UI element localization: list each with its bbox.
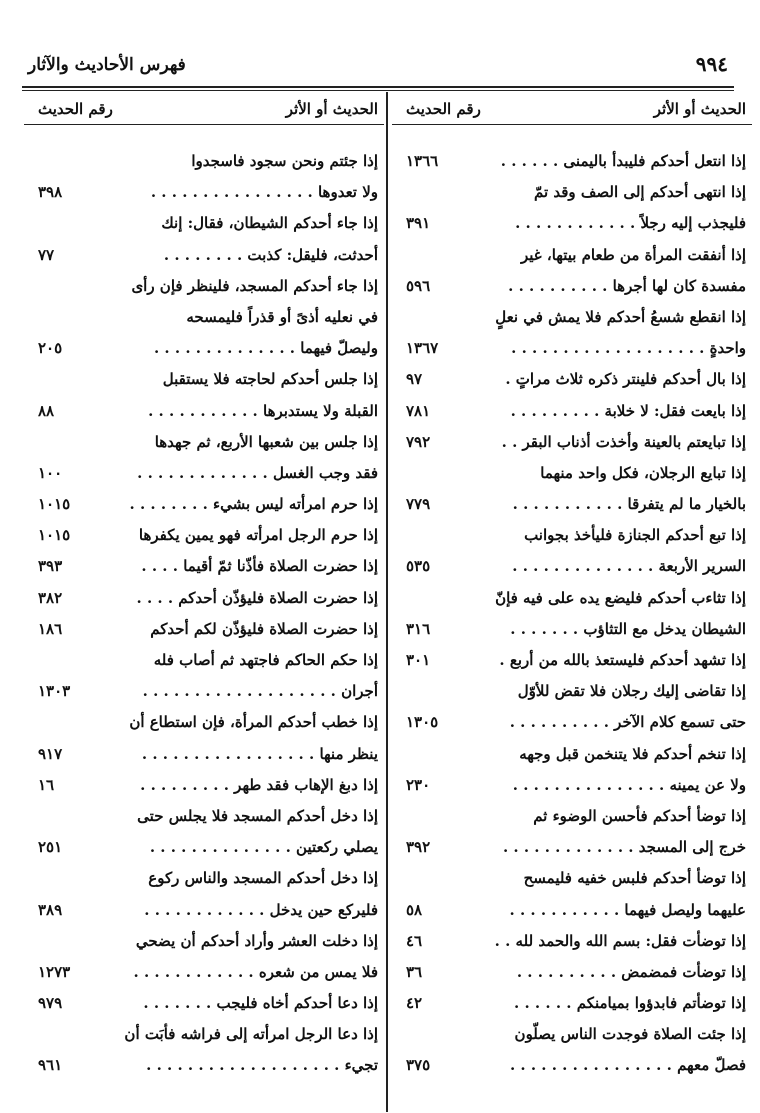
entry-text: إذا تثاءب أحدكم فليضع يده على فيه فإنّ xyxy=(495,588,746,607)
left-column xyxy=(24,92,384,1075)
entry-number: ١٨٦ xyxy=(38,619,63,638)
hadith-column-label: الحديث أو الأثر xyxy=(285,100,378,118)
right-column xyxy=(392,92,752,1075)
entry-number: ٣٩٢ xyxy=(406,838,431,857)
entry-number: ٩٧ xyxy=(406,370,423,389)
entry-text: فصلّ معهم . . . . . . . . . . . . . . . . xyxy=(509,1056,746,1075)
entry-text: إذا حضرت الصلاة فأذّنا ثمّ أقيما . . . . xyxy=(141,557,378,576)
index-entry xyxy=(24,990,384,1021)
entry-text: إذا دخلت العشر وأراد أحدكم أن يضحي xyxy=(135,931,378,950)
index-entry xyxy=(392,959,752,990)
entry-number: ٧٩٢ xyxy=(406,432,431,451)
entry-number: ٧٨١ xyxy=(406,401,431,420)
index-entry xyxy=(24,865,384,896)
index-entry xyxy=(24,179,384,210)
index-entry xyxy=(392,678,752,709)
entry-text: إذا تبايع الرجلان، فكل واحد منهما xyxy=(540,463,746,482)
entry-text: إذا توضأت فمضمض . . . . . . . . . . xyxy=(516,962,746,981)
entry-text: أجران . . . . . . . . . . . . . . . . . . . xyxy=(142,682,378,701)
page-number: ٩٩٤ xyxy=(695,52,728,76)
running-header-title: فهرس الأحاديث والآثار xyxy=(28,55,186,75)
entry-text: يصلي ركعتين . . . . . . . . . . . . . . xyxy=(149,838,378,857)
index-entry xyxy=(392,398,752,429)
entry-text: إذا دعا أحدكم أخاه فليجب . . . . . . . xyxy=(143,994,378,1013)
index-entry xyxy=(392,865,752,896)
entry-text: إذا جاء أحدكم المسجد، فلينظر فإن رأى xyxy=(131,276,378,295)
entry-number: ٩٦١ xyxy=(38,1056,63,1075)
index-entry xyxy=(24,553,384,584)
index-entry xyxy=(24,741,384,772)
index-entry xyxy=(392,709,752,740)
index-entry xyxy=(392,928,752,959)
entry-number: ١٢٧٣ xyxy=(38,962,71,981)
entry-text: إذا جاء أحدكم الشيطان، فقال: إنك xyxy=(161,214,378,233)
entry-text: إذا أنفقت المرأة من طعام بيتها، غير xyxy=(521,245,746,264)
index-entry xyxy=(392,460,752,491)
index-entry xyxy=(24,928,384,959)
entry-text: إذا بايعت فقل: لا خلابة . . . . . . . . . xyxy=(510,401,746,420)
entry-number: ٤٢ xyxy=(406,994,423,1013)
index-entry xyxy=(24,709,384,740)
index-entry xyxy=(24,1021,384,1052)
entry-text: أحدثت، فليقل: كذبت . . . . . . . . xyxy=(163,245,378,264)
entry-number: ١٣٦٧ xyxy=(406,339,439,358)
entry-number: ١٣٠٥ xyxy=(406,713,439,732)
index-entry xyxy=(392,647,752,678)
entry-text: إذا تقاضى إليك رجلان فلا تقض للأوّل xyxy=(517,682,746,701)
index-entry xyxy=(24,616,384,647)
index-entry xyxy=(24,491,384,522)
entry-text: إذا جئتم ونحن سجود فاسجدوا xyxy=(191,152,378,170)
right-column-header xyxy=(392,92,752,125)
index-entry xyxy=(392,366,752,397)
entry-text: بالخيار ما لم يتفرقا . . . . . . . . . . . xyxy=(512,495,746,514)
index-entry xyxy=(392,148,752,179)
index-entry xyxy=(392,491,752,522)
entry-number: ٢٣٠ xyxy=(406,775,431,794)
entry-text: إذا دعا الرجل امرأته إلى فراشه فأبَت أن xyxy=(124,1025,378,1044)
entry-text: إذا جلس بين شعبها الأربع، ثم جهدها xyxy=(154,432,378,451)
entry-text: تجيء . . . . . . . . . . . . . . . . . . . xyxy=(146,1056,378,1075)
entry-number: ٥٨ xyxy=(406,900,423,919)
number-column-label: رقم الحديث xyxy=(38,100,113,118)
entry-number: ٣٠١ xyxy=(406,651,431,669)
entry-number: ٤٦ xyxy=(406,931,423,950)
entry-text: إذا حضرت الصلاة فليؤذّن لكم أحدكم xyxy=(150,619,378,638)
index-entry xyxy=(392,585,752,616)
entry-text: عليهما وليصل فيهما . . . . . . . . . . . xyxy=(509,900,746,919)
column-divider xyxy=(386,92,388,1112)
entry-number: ٣٩٣ xyxy=(38,557,63,576)
index-entry xyxy=(392,834,752,865)
entry-number: ٧٧٩ xyxy=(406,495,431,514)
entry-text: إذا حرم امرأته ليس بشيء . . . . . . . . xyxy=(129,495,378,514)
entry-text: إذا دخل أحدكم المسجد فلا يجلس حتى xyxy=(137,806,378,825)
entry-number: ١٣٦٦ xyxy=(406,152,439,170)
index-entry xyxy=(24,803,384,834)
index-entry xyxy=(392,772,752,803)
index-entry xyxy=(392,553,752,584)
right-entries xyxy=(392,148,752,1084)
entry-text: إذا توضأ أحدكم فأحسن الوضوء ثم xyxy=(533,806,746,825)
entry-number: ١٠١٥ xyxy=(38,526,71,545)
entry-text: إذا تبع أحدكم الجنازة فليأخذ بجوانب xyxy=(524,526,746,545)
entry-text: فليركع حين يدخل . . . . . . . . . . . . xyxy=(144,900,378,919)
entry-text: ينظر منها . . . . . . . . . . . . . . . . . xyxy=(141,744,378,763)
index-entry xyxy=(24,959,384,990)
entry-text: إذا تشهد أحدكم فليستعذ بالله من أربع . xyxy=(499,651,746,669)
entry-text: إذا حضرت الصلاة فليؤذّن أحدكم . . . . xyxy=(136,588,378,607)
entry-number: ٥٩٦ xyxy=(406,276,431,295)
index-entry xyxy=(24,647,384,678)
index-entry xyxy=(392,803,752,834)
entry-text: حتى تسمع كلام الآخر . . . . . . . . . . xyxy=(509,713,746,732)
index-entry xyxy=(24,304,384,335)
index-entry xyxy=(392,616,752,647)
header-rule-thin xyxy=(22,90,734,91)
entry-text: إذا انتعل أحدكم فليبدأ باليمنى . . . . . . xyxy=(500,152,746,170)
entry-number: ٢٥١ xyxy=(38,838,63,857)
index-entry xyxy=(392,1052,752,1083)
index-entry xyxy=(392,242,752,273)
index-entry xyxy=(392,335,752,366)
header-rule xyxy=(22,86,734,88)
entry-number: ٣١٦ xyxy=(406,619,431,638)
entry-text: إذا انقطع شسعُ أحدكم فلا يمش في نعلٍ xyxy=(495,307,746,326)
entry-text: إذا جئت الصلاة فوجدت الناس يصلّون xyxy=(514,1025,746,1044)
index-entry xyxy=(24,242,384,273)
entry-number: ٣٨٢ xyxy=(38,588,63,607)
index-entry xyxy=(24,834,384,865)
index-entry xyxy=(392,210,752,241)
entry-text: إذا بال أحدكم فلينتر ذكره ثلاث مراتٍ . xyxy=(505,370,746,389)
entry-number: ١٠١٥ xyxy=(38,495,71,514)
entry-text: إذا توضأتم فابدؤوا بميامنكم . . . . . . xyxy=(514,994,746,1013)
entry-text: في نعليه أذىً أو قذراً فليمسحه xyxy=(186,307,378,326)
index-entry xyxy=(24,585,384,616)
entry-text: ولا تعدوها . . . . . . . . . . . . . . . . xyxy=(150,183,378,202)
index-entry xyxy=(24,772,384,803)
entry-text: واحدةٍ . . . . . . . . . . . . . . . . . . . xyxy=(511,339,746,358)
index-entry xyxy=(392,522,752,553)
index-entry xyxy=(24,429,384,460)
left-column-header xyxy=(24,92,384,125)
number-column-label: رقم الحديث xyxy=(406,100,481,118)
entry-text: إذا دبغ الإهاب فقد طهر . . . . . . . . . xyxy=(140,775,378,794)
index-entry xyxy=(24,522,384,553)
entry-number: ٥٣٥ xyxy=(406,557,431,576)
entry-text: ولا عن يمينه . . . . . . . . . . . . . . . xyxy=(512,775,746,794)
entry-number: ٣٨٩ xyxy=(38,900,63,919)
entry-text: إذا توضأت فقل: بسم الله والحمد لله . . xyxy=(494,931,746,950)
entry-number: ٢٠٥ xyxy=(38,339,63,358)
hadith-column-label: الحديث أو الأثر xyxy=(653,100,746,118)
entry-number: ٩١٧ xyxy=(38,744,63,763)
index-entry xyxy=(392,741,752,772)
left-entries xyxy=(24,148,384,1084)
entry-text: إذا دخل أحدكم المسجد والناس ركوع xyxy=(148,869,378,888)
entry-text: خرج إلى المسجد . . . . . . . . . . . . . xyxy=(502,838,746,857)
entry-text: فليجذب إليه رجلاً . . . . . . . . . . . . xyxy=(515,214,746,233)
entry-number: ٩٧٩ xyxy=(38,994,63,1013)
entry-text: فلا يمس من شعره . . . . . . . . . . . . xyxy=(133,962,378,981)
entry-text: السرير الأربعة . . . . . . . . . . . . . . xyxy=(512,557,746,576)
entry-number: ٣٧٥ xyxy=(406,1056,431,1075)
index-entry xyxy=(24,366,384,397)
index-entry xyxy=(24,460,384,491)
index-entry xyxy=(24,1052,384,1083)
index-entry xyxy=(24,678,384,709)
index-entry xyxy=(24,148,384,179)
entry-number: ٧٧ xyxy=(38,245,55,264)
entry-number: ٣٩٨ xyxy=(38,183,63,202)
index-entry xyxy=(392,897,752,928)
entry-number: ٨٨ xyxy=(38,401,55,420)
index-entry xyxy=(24,335,384,366)
entry-text: الشيطان يدخل مع التثاؤب . . . . . . . xyxy=(510,619,746,638)
index-entry xyxy=(24,273,384,304)
entry-text: إذا تنخم أحدكم فلا يتنخمن قبل وجهه xyxy=(519,744,746,763)
entry-text: إذا خطب أحدكم المرأة، فإن استطاع أن xyxy=(129,713,378,732)
entry-text: إذا انتهى أحدكم إلى الصف وقد تمّ xyxy=(533,183,746,202)
entry-text: مفسدة كان لها أجرها . . . . . . . . . . xyxy=(508,276,746,295)
index-entry xyxy=(24,398,384,429)
entry-text: إذا حكم الحاكم فاجتهد ثم أصاب فله xyxy=(153,651,378,669)
index-entry xyxy=(392,990,752,1021)
entry-number: ٣٩١ xyxy=(406,214,431,233)
index-entry xyxy=(24,210,384,241)
index-entry xyxy=(392,304,752,335)
entry-text: القبلة ولا يستدبرها . . . . . . . . . . . xyxy=(148,401,378,420)
index-entry xyxy=(392,1021,752,1052)
index-entry xyxy=(392,179,752,210)
entry-text: إذا حرم الرجل امرأته فهو يمين يكفرها xyxy=(138,526,378,545)
entry-text: وليصلّ فيهما . . . . . . . . . . . . . . xyxy=(153,339,378,358)
entry-number: ٣٦ xyxy=(406,962,423,981)
entry-number: ١٦ xyxy=(38,775,55,794)
entry-number: ١٣٠٣ xyxy=(38,682,71,701)
index-entry xyxy=(24,897,384,928)
entry-text: إذا جلس أحدكم لحاجته فلا يستقبل xyxy=(162,370,378,389)
index-entry xyxy=(392,429,752,460)
index-entry xyxy=(392,273,752,304)
entry-text: فقد وجب الغسل . . . . . . . . . . . . . xyxy=(137,463,378,482)
entry-text: إذا توضأ أحدكم فلبس خفيه فليمسح xyxy=(523,869,746,888)
entry-text: إذا تبايعتم بالعينة وأخذت أذناب البقر . . xyxy=(501,432,746,451)
entry-number: ١٠٠ xyxy=(38,463,63,482)
